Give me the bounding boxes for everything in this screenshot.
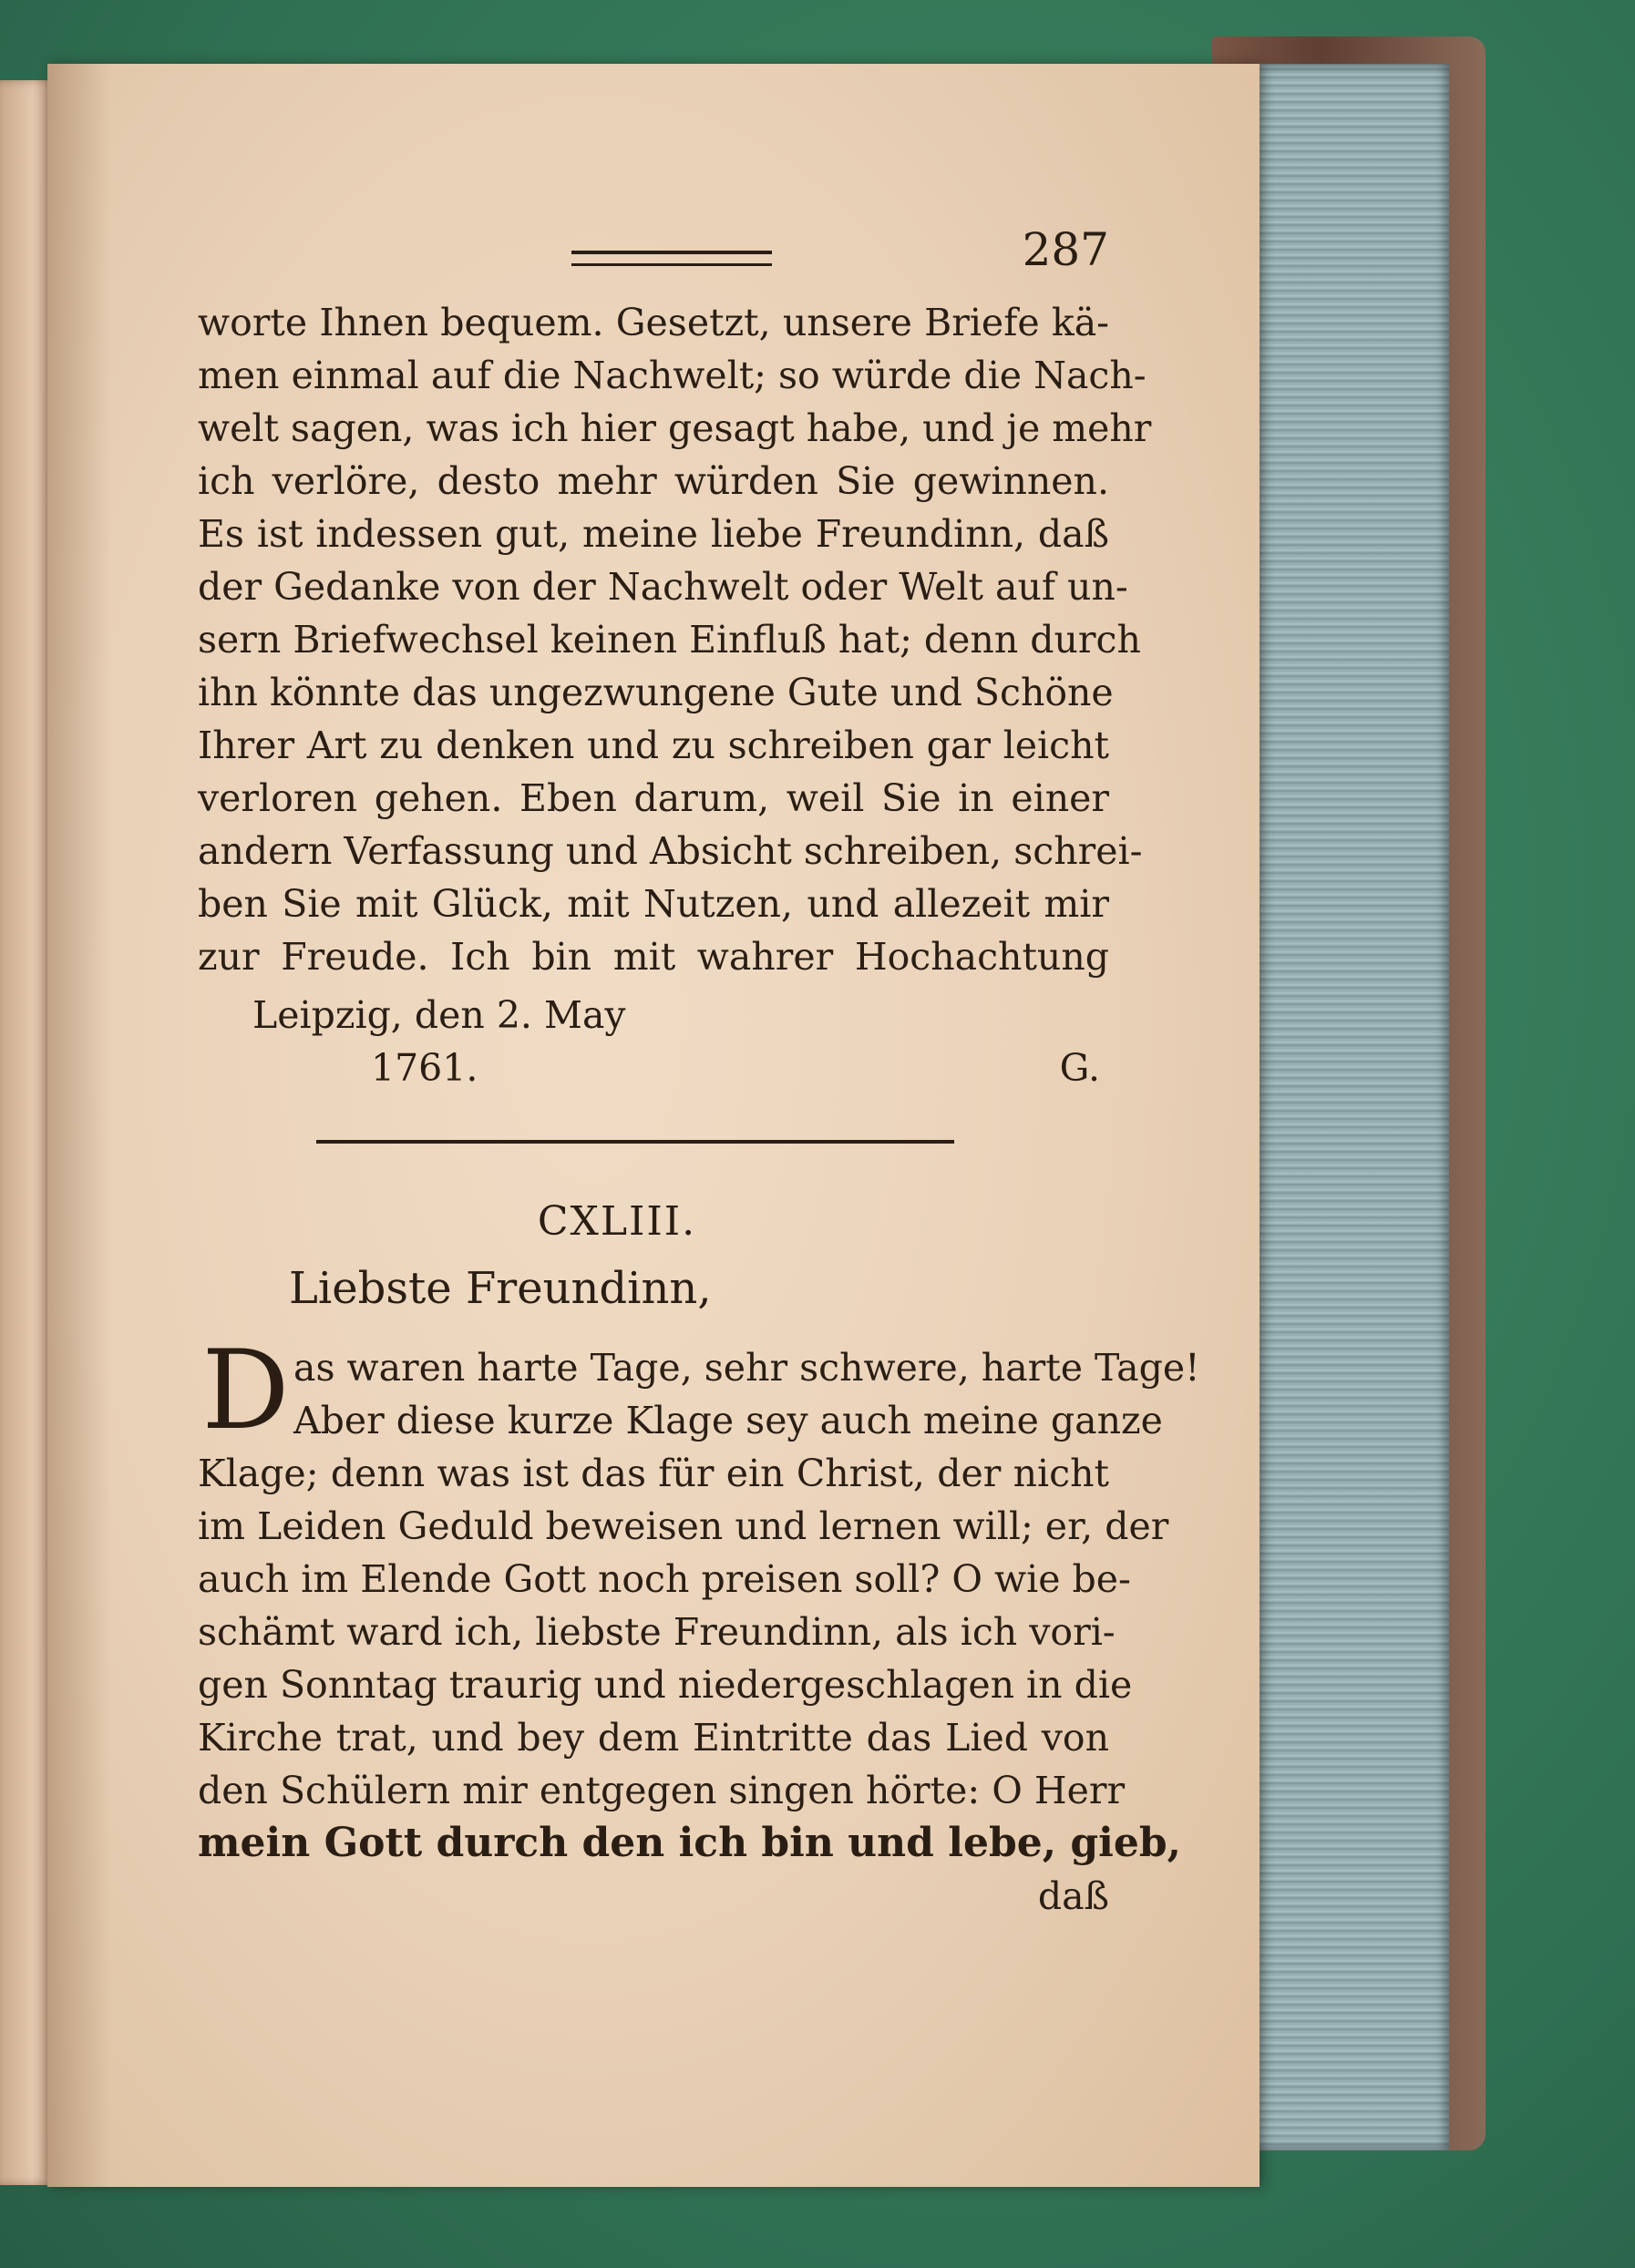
text-line: auch im Elende Gott noch preisen soll? O wie be- — [198, 1557, 1131, 1601]
text-line: Klage; denn was ist das für ein Christ, der nicht — [198, 1452, 1109, 1495]
text-line: worte Ihnen bequem. Gesetzt, unsere Briefe kä- — [198, 301, 1109, 344]
text-line: Kirche trat, und bey dem Eintritte das Lied von — [198, 1716, 1109, 1760]
chapter-number: CXLIII. — [537, 1198, 697, 1245]
text-line: zur Freude. Ich bin mit wahrer Hochachtung — [198, 935, 1109, 979]
header-rule — [571, 251, 772, 266]
section-divider — [316, 1140, 954, 1144]
page-number: 287 — [1022, 223, 1109, 276]
facing-page-edge — [0, 80, 55, 2185]
text-line: ihn könnte das ungezwungene Gute und Schöne — [198, 671, 1114, 714]
catchword: daß — [1037, 1874, 1109, 1918]
book-page — [47, 64, 1260, 2187]
text-line: im Leiden Geduld beweisen und lernen will; er, der — [198, 1504, 1169, 1548]
paragraph-2 — [198, 1328, 1200, 1923]
page-block-edge — [1249, 64, 1449, 2150]
text-line: den Schülern mir entgegen singen hörte: O Herr — [198, 1769, 1126, 1812]
text-line: Es ist indessen gut, meine liebe Freundinn, daß — [198, 512, 1109, 556]
text-line: verloren gehen. Eben darum, weil Sie in einer — [198, 776, 1109, 820]
text-line: sern Briefwechsel keinen Einfluß hat; denn durch — [198, 618, 1141, 662]
text-line: schämt ward ich, liebste Freundinn, als ich vori- — [198, 1610, 1116, 1654]
text-line: men einmal auf die Nachwelt; so würde die Nach- — [198, 354, 1147, 397]
drop-cap: D — [201, 1328, 290, 1454]
page-header — [198, 223, 1109, 296]
text-line: mein Gott durch den ich bin und lebe, gieb, — [198, 1820, 1181, 1866]
text-line: Ihrer Art zu denken und zu schreiben gar leicht — [198, 724, 1109, 767]
text-line: ich verlöre, desto mehr würden Sie gewinnen. — [198, 459, 1109, 503]
date-year: 1761. — [371, 1046, 478, 1090]
date-signature-row — [198, 1042, 1109, 1094]
gutter-shadow — [47, 64, 111, 2187]
text-line: welt sagen, was ich hier gesagt habe, und je mehr — [198, 406, 1152, 450]
text-block — [198, 223, 1200, 1923]
text-line: andern Verfassung und Absicht schreiben, schrei- — [198, 829, 1143, 873]
text-line: ben Sie mit Glück, mit Nutzen, und allezeit mir — [198, 882, 1109, 926]
signature: G. — [1059, 1046, 1100, 1090]
text-line: Aber diese kurze Klage sey auch meine ganze — [293, 1399, 1163, 1442]
salutation: Liebste Freundinn, — [289, 1263, 712, 1314]
text-line: gen Sonntag traurig und niedergeschlagen in die — [198, 1663, 1133, 1707]
text-line: as waren harte Tage, sehr schwere, harte Tage! — [293, 1346, 1200, 1390]
date-place: Leipzig, den 2. May — [252, 993, 626, 1037]
paragraph-1 — [198, 296, 1152, 983]
text-line: der Gedanke von der Nachwelt oder Welt auf un- — [198, 565, 1128, 609]
